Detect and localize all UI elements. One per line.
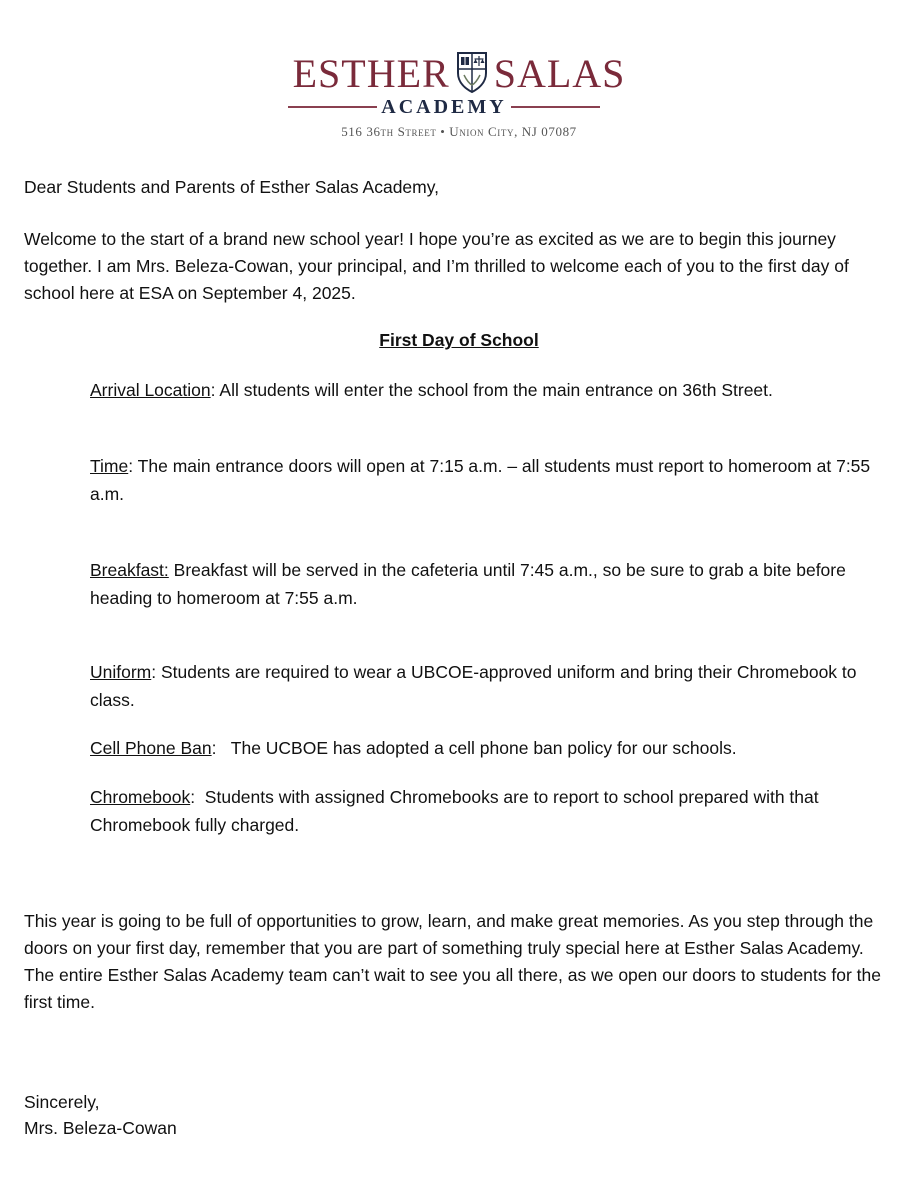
signoff: Sincerely, <box>24 1092 100 1112</box>
divider-left <box>288 106 377 108</box>
item-separator: : <box>151 662 161 682</box>
intro-paragraph: Welcome to the start of a brand new school year! I hope you’re as excited as we are to begin this journey together. I am Mrs. Beleza-Cowan, your principal, and I’m thrilled to welcome each of you to the first day of school here at ESA on September 4, 2025. <box>24 229 849 303</box>
item-label: Cell Phone Ban <box>90 738 212 758</box>
item-uniform <box>90 658 890 714</box>
item-breakfast <box>90 556 890 612</box>
closing-paragraph: This year is going to be full of opportunities to grow, learn, and make great memories. As you step through the doors on your first day, remember that you are part of something truly special here at Esther Salas Academy. The entire Esther Salas Academy team can’t wait to see you all there, as we open our doors to students for the first time. <box>24 911 881 1012</box>
signature-name: Mrs. Beleza-Cowan <box>24 1118 177 1138</box>
item-label: Chromebook <box>90 787 191 807</box>
school-name-right: SALAS <box>493 50 626 96</box>
item-text: Students are required to wear a UBCOE-approved uniform and bring their Chromebook to class. <box>90 662 857 710</box>
item-time <box>90 452 890 508</box>
item-label: Breakfast: <box>90 560 169 580</box>
item-text: Breakfast will be served in the cafeteria until 7:45 a.m., so be sure to grab a bite before heading to homeroom at 7:55 a.m. <box>90 560 846 608</box>
item-text: The UCBOE has adopted a cell phone ban policy for our schools. <box>230 738 737 758</box>
school-name <box>0 48 918 96</box>
item-separator: : <box>128 456 138 476</box>
item-chromebook <box>90 783 890 839</box>
item-label: Arrival Location <box>90 380 211 400</box>
school-name-left: ESTHER <box>292 50 450 96</box>
school-address: 516 36th Street • Union City, NJ 07087 <box>341 124 577 139</box>
letterhead <box>0 0 918 150</box>
item-arrival-location <box>90 376 890 404</box>
greeting: Dear Students and Parents of Esther Salas Academy, <box>24 177 440 197</box>
item-separator: : <box>210 380 220 400</box>
item-text: The main entrance doors will open at 7:15 a.m. – all students must report to homeroom at 7:55 a.m. <box>90 456 871 504</box>
item-label: Time <box>90 456 129 476</box>
item-cell-phone-ban <box>90 734 890 762</box>
academy-label: ACADEMY <box>381 96 507 118</box>
item-text: All students will enter the school from the main entrance on 36th Street. <box>219 380 773 400</box>
item-text: Students with assigned Chromebooks are to report to school prepared with that Chromebook fully charged. <box>90 787 824 835</box>
section-title: First Day of School <box>379 330 539 350</box>
item-label: Uniform <box>90 662 152 682</box>
academy-banner <box>288 96 600 118</box>
divider-right <box>511 106 600 108</box>
shield-crest-icon <box>456 51 488 93</box>
item-separator: : <box>211 738 231 758</box>
item-separator: : <box>190 787 205 807</box>
